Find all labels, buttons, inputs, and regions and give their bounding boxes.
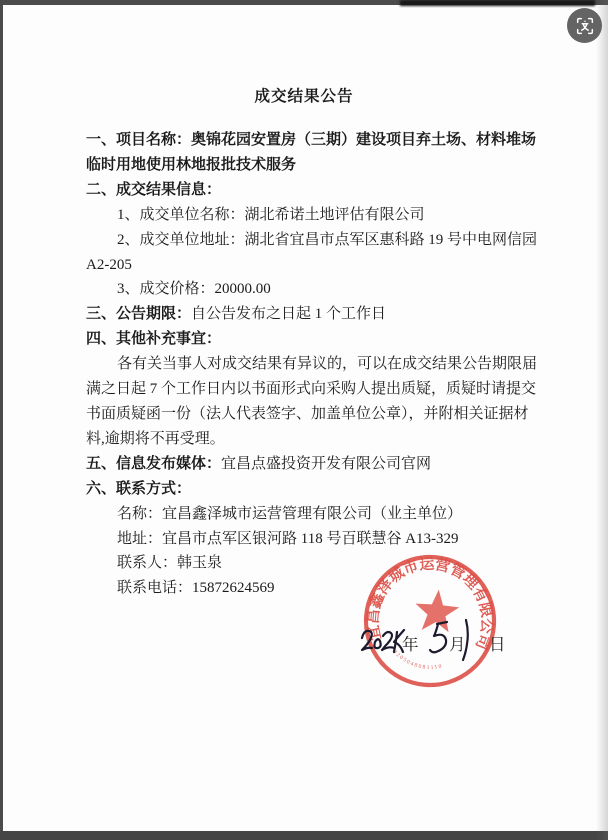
page-right-shadow <box>596 0 608 840</box>
line-contact-phone: 联系电话：15872624569 <box>117 580 275 597</box>
line-project-name: 一、项目名称：奥锦花园安置房（三期）建设项目弃土场、材料堆场 <box>86 132 537 148</box>
seal-company-name: 宜昌鑫泽城市运营管理有限公司 <box>365 556 495 652</box>
date-month-label: 月 <box>449 635 466 654</box>
scan-edge-left <box>0 0 3 840</box>
line-price: 3、成交价格：20000.00 <box>117 281 271 298</box>
document-body <box>86 128 538 601</box>
handwritten-2024 <box>362 631 372 650</box>
date-year-label: 年 <box>402 635 419 654</box>
scan-edge-bottom <box>0 831 608 840</box>
scan-edge-smudge <box>400 0 595 6</box>
line-result-heading: 二、成交结果信息： <box>86 181 222 198</box>
line-contact-address: 地址：宜昌市点军区银河路 118 号百联慧谷 A13-329 <box>117 530 459 547</box>
handwritten-5 <box>430 622 447 652</box>
line-winner-name: 1、成交单位名称：湖北希诺土地评估有限公司 <box>117 206 425 223</box>
seal-serial-number: 4205048081110 <box>391 649 444 671</box>
date-day-label: 日 <box>489 635 506 654</box>
handwritten-date <box>352 612 502 672</box>
line-contact-heading: 六、联系方式： <box>86 480 192 497</box>
text-scan-icon <box>574 15 596 37</box>
line-supplement-heading: 四、其他补充事宜： <box>86 331 222 348</box>
line-objection-1: 各有关当事人对成交结果有异议的，可以在成交结果公告期限届 <box>117 356 538 373</box>
handwritten-day-stroke <box>463 620 468 660</box>
line-contact-person: 联系人：韩玉泉 <box>117 555 223 572</box>
line-publish-media: 五、信息发布媒体：宜昌点盛投资开发有限公司官网 <box>86 455 432 472</box>
line-objection-2: 满之日起 7 个工作日内以书面形式向采购人提出质疑，质疑时请提交 <box>86 381 537 398</box>
line-announcement-period: 三、公告期限：自公告发布之日起 1 个工作日 <box>86 306 387 323</box>
line-winner-address-cont: A2-205 <box>86 256 132 273</box>
document-title: 成交结果公告 <box>254 88 354 105</box>
line-project-name-cont: 临时用地使用林地报批技术服务 <box>86 156 297 173</box>
line-objection-4: 料,逾期将不再受理。 <box>86 430 225 447</box>
line-objection-3: 书面质疑函一份（法人代表签字、加盖单位公章），并附相关证据材 <box>86 405 529 422</box>
extract-text-button[interactable] <box>567 8 602 43</box>
line-winner-address: 2、成交单位地址：湖北省宜昌市点军区惠科路 19 号中电网信园 <box>117 231 538 248</box>
line-contact-name: 名称：宜昌鑫泽城市运营管理有限公司（业主单位） <box>117 505 463 522</box>
